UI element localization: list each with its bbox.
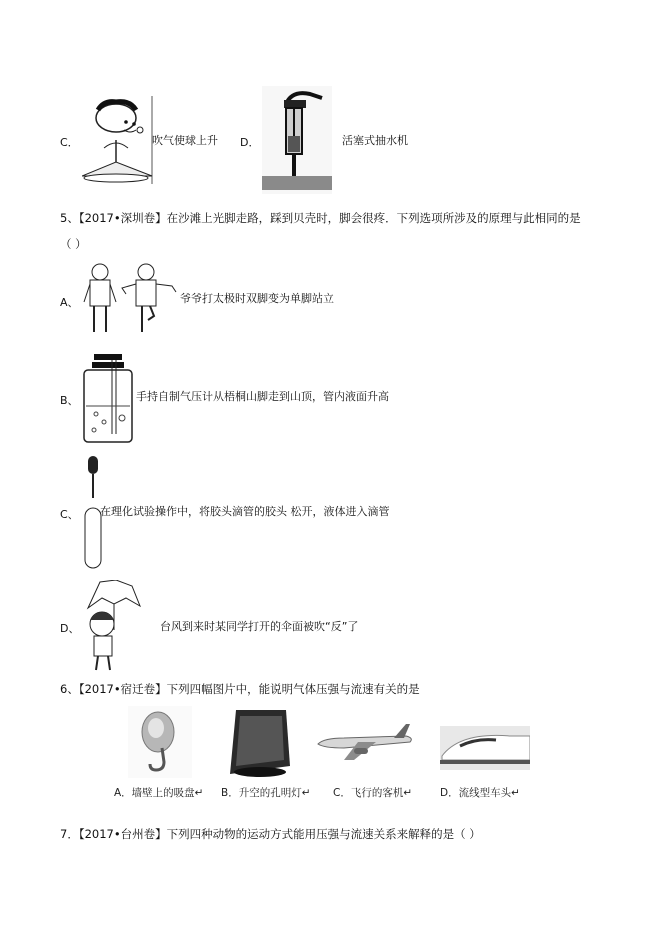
q6-caption-a: A．墙壁上的吸盘↵ [114, 787, 204, 799]
q5-option-c-text: 在理化试验操作中，将胶头滴管的胶头 松开，液体进入滴管 [100, 505, 390, 518]
q6-stem: 下列四幅图片中，能说明气体压强与流速有关的是 [166, 682, 420, 696]
piston-pump-figure [262, 86, 332, 194]
q5-source: 【2017•深圳卷】 [78, 211, 167, 225]
option-c-letter: C． [60, 136, 79, 149]
q5-stem: 在沙滩上光脚走路，踩到贝壳时，脚会很疼．下列选项所涉及的原理与此相同的是 [166, 211, 581, 225]
q6-number: 6、 [60, 682, 79, 696]
umbrella-girl-figure [80, 580, 146, 672]
q7-source: 【2017•台州卷】 [78, 827, 167, 841]
q5-bracket: （ ） [60, 237, 87, 251]
blow-ball-figure [82, 96, 154, 186]
option-d-text: 活塞式抽水机 [342, 134, 408, 147]
bullet-train-image [440, 726, 530, 770]
q5-option-b-letter: B、 [60, 394, 79, 407]
q5-number: 5、 [60, 211, 79, 225]
suction-cup-image [128, 706, 192, 778]
q6-caption-c: C．飞行的客机↵ [333, 787, 413, 799]
q5-option-d-letter: D、 [60, 622, 80, 635]
kongming-lantern-image [226, 706, 294, 778]
option-d-letter: D． [240, 136, 260, 149]
q6-caption-b: B．升空的孔明灯↵ [221, 787, 311, 799]
airliner-image [314, 722, 414, 762]
q7-line [60, 826, 481, 842]
q5-line [60, 210, 581, 226]
taichi-figure [82, 262, 178, 334]
q5-option-a-letter: A、 [60, 296, 79, 309]
barometer-bottle-figure [82, 352, 134, 444]
q7-stem: 下列四种动物的运动方式能用压强与流速关系来解释的是（ ） [166, 827, 481, 841]
q6-source: 【2017•宿迁卷】 [78, 682, 167, 696]
q6-line [60, 681, 420, 697]
q7-number: 7． [60, 827, 79, 841]
q6-caption-d: D．流线型车头↵ [440, 787, 520, 799]
q5-option-c-letter: C、 [60, 508, 79, 521]
option-c-text: 吹气使球上升 [152, 134, 218, 147]
q5-option-b-text: 手持自制气压计从梧桐山脚走到山顶，管内液面升高 [136, 390, 389, 403]
q5-option-d-text: 台风到来时某同学打开的伞面被吹“反”了 [160, 620, 359, 633]
q5-option-a-text: 爷爷打太极时双脚变为单脚站立 [180, 292, 334, 305]
